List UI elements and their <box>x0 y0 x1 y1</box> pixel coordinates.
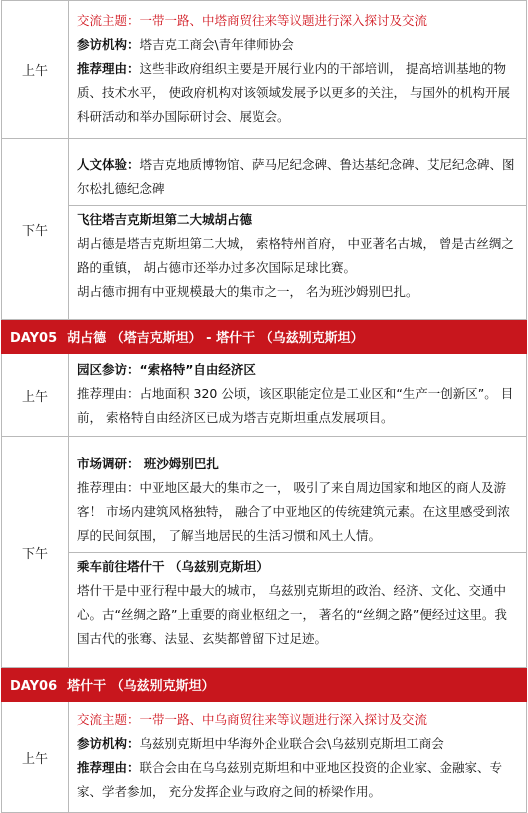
reason-label: 推荐理由： <box>77 479 140 495</box>
day-route: 塔什干 （乌兹别克斯坦） <box>67 679 215 694</box>
reason-text: 这些非政府组织主要是开展行业内的干部培训， 提高培训基地的物质、技术水平， 使政府机构对该领域发展予以更多的关注， 与国外的机构开展科研活动和举办国际研讨会、展览会。 <box>77 60 510 124</box>
theme-text: 一带一路、中塔商贸往来等议题进行深入探讨及交流 <box>139 12 428 28</box>
park-visit-heading: 园区参访：“索格特”自由经济区 <box>77 362 256 377</box>
transfer-heading: 乘车前往塔什干 （乌兹别克斯坦） <box>77 558 269 574</box>
schedule-row-afternoon-2 <box>2 437 527 668</box>
time-cell <box>2 1 69 139</box>
reason-text: 占地面积 320 公顷，该区职能定位是工业区和“生产一创新区”。 目前， 索格特自由经济区已成为塔吉克斯坦重点发展项目。 <box>77 386 514 425</box>
theme-text: 一带一路、中乌商贸往来等议题进行深入探讨及交流 <box>139 712 428 727</box>
schedule-row-morning-3 <box>2 702 527 813</box>
content-cell <box>69 437 527 668</box>
divider <box>69 205 526 206</box>
day-banner-cell <box>2 668 527 702</box>
culture-label: 人文体验： <box>77 156 140 172</box>
itinerary-table <box>1 0 527 813</box>
visit-org <box>77 33 518 57</box>
reason-label: 推荐理由： <box>77 760 140 775</box>
day-banner-cell <box>2 320 527 354</box>
divider <box>69 552 526 553</box>
schedule-row-morning-2 <box>2 354 527 437</box>
time-cell <box>2 139 69 320</box>
time-label: 上午 <box>21 64 48 79</box>
day-route: 胡占德 （塔吉克斯坦） - 塔什干 （乌兹别克斯坦） <box>67 331 364 346</box>
park-reason <box>77 382 518 430</box>
schedule-row-morning-1 <box>2 1 527 139</box>
content-cell <box>69 354 527 437</box>
day-banner-05 <box>2 320 527 354</box>
tashkent-description: 塔什干是中亚行程中最大的城市， 乌兹别克斯坦的政治、经济、文化、交通中心。古“丝绸之路”上重要的商业枢纽之一， 著名的“丝绸之路”便经过这里。我国古代的张骞、法显、玄奘都曾留下过足迹。 <box>77 582 507 646</box>
content-cell <box>69 702 527 813</box>
day-banner-06 <box>2 668 527 702</box>
reason-text: 联合会由在乌乌兹别克斯坦和中亚地区投资的企业家、金融家、专家、学者参加， 充分发挥企业与政府之间的桥梁作用。 <box>77 760 503 799</box>
day-label: DAY05 <box>10 331 58 346</box>
time-cell <box>2 702 69 813</box>
schedule-row-afternoon-1 <box>2 139 527 320</box>
org-label: 参访机构： <box>77 736 140 751</box>
org-text: 乌兹别克斯坦中华海外企业联合会\乌兹别克斯坦工商会 <box>139 736 444 751</box>
reason-text: 中亚地区最大的集市之一， 吸引了来自周边国家和地区的商人及游客！ 市场内建筑风格独特， 融合了中亚地区的传统建筑元素。在这里感受到浓厚的民间氛围， 了解当地居民的生活习惯和风土人情。 <box>77 479 510 543</box>
time-cell <box>2 354 69 437</box>
culture-experience <box>77 153 518 201</box>
time-label: 下午 <box>21 223 48 239</box>
exchange-theme <box>77 708 518 732</box>
market-research-heading: 市场调研： 班沙姆别巴扎 <box>77 455 219 471</box>
theme-label: 交流主题： <box>77 12 140 28</box>
city-description: 胡占德是塔吉克斯坦第二大城， 索格特州首府， 中亚著名古城， 曾是古丝绸之路的重镇， 胡占德市还举办过多次国际足球比赛。 <box>77 235 514 275</box>
culture-text: 塔吉克地质博物馆、萨马尼纪念碑、鲁达基纪念碑、艾尼纪念碑、图尔松扎德纪念碑 <box>77 156 515 196</box>
reason-label: 推荐理由： <box>77 386 140 401</box>
time-label: 下午 <box>21 546 48 562</box>
time-label: 上午 <box>21 389 48 405</box>
market-description: 胡占德市拥有中亚规模最大的集市之一， 名为班沙姆别巴扎。 <box>77 283 419 299</box>
day-label: DAY06 <box>10 679 58 694</box>
reason-label: 推荐理由： <box>77 60 140 76</box>
org-label: 参访机构： <box>77 36 140 52</box>
time-label: 上午 <box>21 751 48 767</box>
org-text: 塔吉克工商会\青年律师协会 <box>139 36 294 52</box>
recommend-reason <box>77 57 518 129</box>
content-cell <box>69 1 527 139</box>
visit-org <box>77 732 518 756</box>
exchange-theme <box>77 9 518 33</box>
flight-heading: 飞往塔吉克斯坦第二大城胡占德 <box>77 211 253 227</box>
recommend-reason <box>77 756 518 804</box>
market-reason <box>77 476 518 548</box>
theme-label: 交流主题： <box>77 712 140 727</box>
content-cell <box>69 139 527 320</box>
time-cell <box>2 437 69 668</box>
